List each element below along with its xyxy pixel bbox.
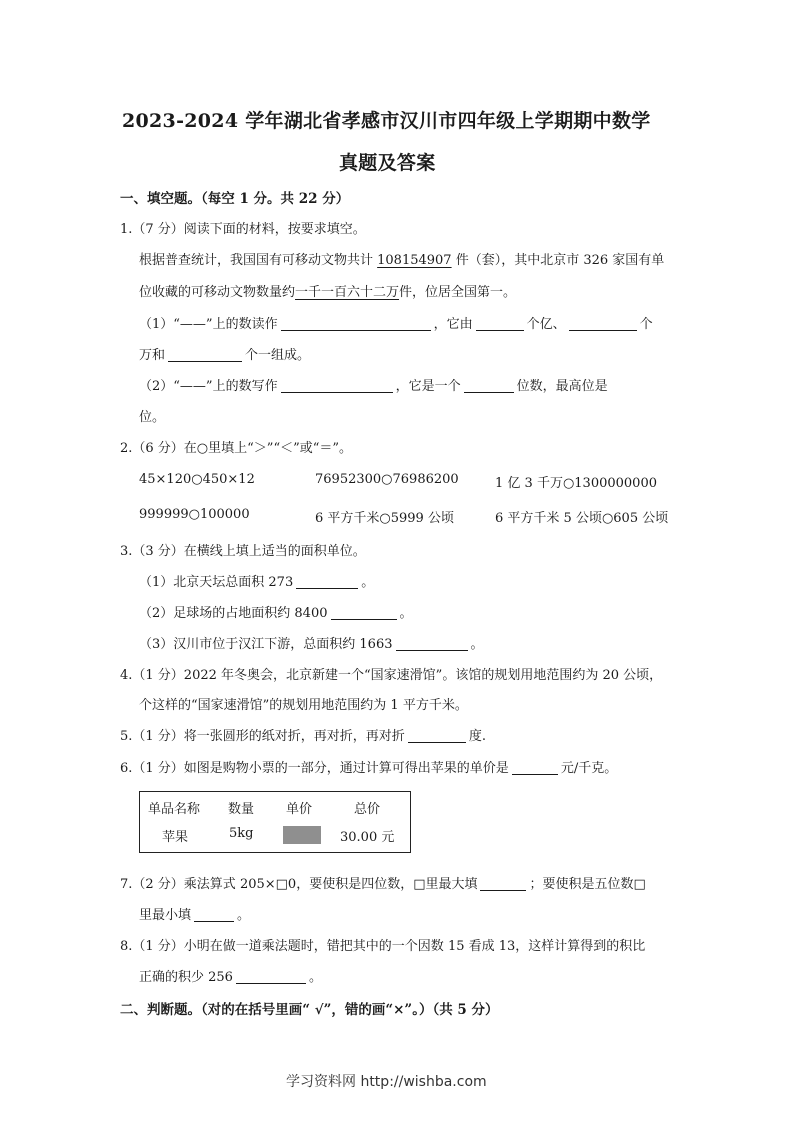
q1-para-line1 bbox=[139, 249, 664, 268]
q7-text: ；要使积是五位数□ bbox=[529, 877, 646, 892]
receipt-header: 单价 bbox=[286, 802, 313, 817]
q5-text: 度. bbox=[468, 729, 486, 744]
q1-text: 件（套），其中北京市 326 家国有单 bbox=[451, 253, 665, 268]
q8-line2 bbox=[139, 966, 322, 985]
q7-text: 7.（2 分）乘法算式 205×□0，要使积是四位数，□里最大填 bbox=[120, 877, 478, 892]
answer-blank[interactable] bbox=[464, 378, 514, 393]
q3-sub3-text: （3）汉川市位于汉江下游，总面积约 1663 bbox=[139, 637, 393, 652]
q3-period: 。 bbox=[361, 575, 375, 590]
q6-text: 元/千克。 bbox=[560, 761, 618, 776]
q1-sub1-line2 bbox=[139, 344, 310, 363]
q8-line1: 8.（1 分）小明在做一道乘法题时，错把其中的一个因数 15 看成 13，这样计算得到的积比 bbox=[120, 939, 646, 954]
answer-blank[interactable] bbox=[331, 605, 397, 620]
answer-blank[interactable] bbox=[396, 636, 468, 651]
answer-blank[interactable] bbox=[236, 969, 306, 984]
q1-para-line2 bbox=[139, 281, 516, 300]
q1-sub2-text: ，它是一个 bbox=[395, 379, 461, 394]
receipt-header: 总价 bbox=[354, 802, 381, 817]
answer-blank[interactable] bbox=[512, 760, 558, 775]
q3-sub1-text: （1）北京天坛总面积 273 bbox=[139, 575, 294, 590]
answer-blank[interactable] bbox=[281, 316, 431, 331]
receipt-cell: 30.00 元 bbox=[340, 830, 395, 845]
q6-text: 6.（1 分）如图是购物小票的一部分，通过计算可得出苹果的单价是 bbox=[120, 761, 509, 776]
q3-period: 。 bbox=[470, 637, 484, 652]
q1-text: 件，位居全国第一。 bbox=[399, 285, 517, 300]
answer-blank[interactable] bbox=[480, 876, 526, 891]
q1-text: 位收藏的可移动文物数量约 bbox=[139, 285, 296, 300]
q3-sub1 bbox=[139, 571, 374, 590]
receipt-cell: 苹果 bbox=[162, 830, 189, 845]
receipt-header: 单品名称 bbox=[148, 802, 201, 817]
q3-stem: 3.（3 分）在横线上填上适当的面积单位。 bbox=[120, 544, 366, 559]
q1-sub1-text: 个一组成。 bbox=[245, 348, 311, 363]
q3-sub2-text: （2）足球场的占地面积约 8400 bbox=[139, 606, 328, 621]
q5-text: 5.（1 分）将一张圆形的纸对折，再对折，再对折 bbox=[120, 729, 405, 744]
receipt-hidden-price bbox=[283, 826, 321, 844]
q2-item: 999999○100000 bbox=[139, 507, 250, 522]
q4-line2: 个这样的“国家速滑馆”的规划用地范围约为 1 平方千米。 bbox=[139, 698, 468, 713]
answer-blank[interactable] bbox=[408, 728, 466, 743]
q2-item: 1 亿 3 千万○1300000000 bbox=[495, 476, 657, 491]
q1-sub2-text: （2）“——”上的数写作 bbox=[139, 379, 278, 394]
q1-underlined-number: 108154907 bbox=[377, 253, 452, 268]
q8-text: 。 bbox=[308, 970, 322, 985]
q1-sub1-text: 万和 bbox=[139, 348, 166, 363]
answer-blank[interactable] bbox=[569, 316, 637, 331]
q1-sub1-text: 个亿、 bbox=[526, 317, 566, 332]
q3-period: 。 bbox=[399, 606, 413, 621]
answer-blank[interactable] bbox=[476, 316, 524, 331]
q1-sub2-line2: 位。 bbox=[139, 410, 166, 425]
q1-sub1-text: 个 bbox=[639, 317, 653, 332]
q3-sub3 bbox=[139, 633, 484, 652]
q1-sub1-line1 bbox=[139, 313, 653, 332]
q7-line1 bbox=[120, 873, 646, 892]
footer-watermark: 学习资料网 http://wishba.com bbox=[286, 1074, 487, 1090]
q1-sub2-text: 位数，最高位是 bbox=[516, 379, 608, 394]
q3-sub2 bbox=[139, 602, 413, 621]
q2-item: 45×120○450×12 bbox=[139, 472, 255, 487]
q1-sub1-text: ，它由 bbox=[433, 317, 473, 332]
q1-sub1-text: （1）“——”上的数读作 bbox=[139, 317, 278, 332]
q5 bbox=[120, 725, 486, 744]
receipt-cell: 5kg bbox=[229, 826, 254, 841]
q6 bbox=[120, 757, 617, 776]
q7-text: 里最小填 bbox=[139, 908, 192, 923]
q4-line1: 4.（1 分）2022 年冬奥会，北京新建一个“国家速滑馆”。该馆的规划用地范围约为 20 公顷， bbox=[120, 668, 663, 683]
answer-blank[interactable] bbox=[296, 574, 358, 589]
receipt-header: 数量 bbox=[228, 802, 255, 817]
q7-line2 bbox=[139, 904, 250, 923]
q2-item: 6 平方千米 5 公顷○605 公顷 bbox=[495, 511, 669, 526]
answer-blank[interactable] bbox=[194, 907, 234, 922]
doc-title-line1: 2023-2024 学年湖北省孝感市汉川市四年级上学期期中数学 bbox=[122, 110, 651, 132]
doc-title-line2: 真题及答案 bbox=[339, 152, 436, 174]
section1-heading: 一、填空题。（每空 1 分。共 22 分） bbox=[120, 191, 350, 207]
q1-stem: 1.（7 分）阅读下面的材料，按要求填空。 bbox=[120, 222, 366, 237]
section2-heading: 二、判断题。（对的在括号里画“ √”，错的画“×”。）（共 5 分） bbox=[120, 1002, 499, 1018]
q1-sub2-line1 bbox=[139, 375, 608, 394]
q2-item: 6 平方千米○5999 公顷 bbox=[315, 511, 454, 526]
answer-blank[interactable] bbox=[281, 378, 393, 393]
answer-blank[interactable] bbox=[168, 347, 242, 362]
q2-item: 76952300○76986200 bbox=[315, 472, 459, 487]
q7-text: 。 bbox=[237, 908, 251, 923]
q1-text: 根据普查统计，我国国有可移动文物共计 bbox=[139, 253, 378, 268]
q8-text: 正确的积少 256 bbox=[139, 970, 233, 985]
q2-stem: 2.（6 分）在○里填上“＞”“＜”或“＝”。 bbox=[120, 441, 353, 456]
q1-underlined-words: 一千一百六十二万 bbox=[295, 285, 400, 300]
receipt-figure bbox=[139, 791, 411, 853]
